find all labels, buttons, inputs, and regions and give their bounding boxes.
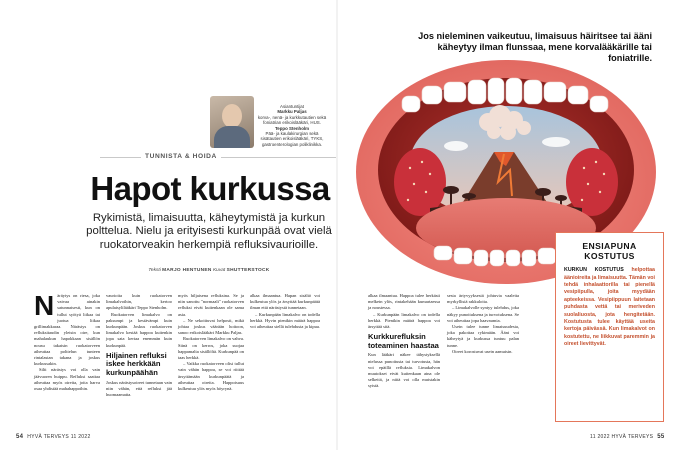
- fact-box-text: [564, 267, 655, 348]
- drop-cap: N: [34, 290, 55, 321]
- folio-text: HYVÄ TERVEYS 11 2022: [27, 434, 91, 440]
- paragraph: sesta ärtyvyyksestä johtuvia vaaleita myrkyllisiä rakkuloita.: [447, 293, 519, 305]
- paragraph: Ruokatorven limakalvo on paksumpi ja kestävämpi kuin kurkunpään. Joskus ruokatorven limakalvo kestää happoa kuitenkin jopa sata kertaa enemmän kuin kurkunpää.: [106, 311, 172, 348]
- paragraph: Kun lääkäri näkee tähystyksellä nielussa punoitusta tai turvotusta, hän voi epäillä refluksia. Limakalvon muutokset eivät kuitenkaan aina ole selkeitä, ja niitä voi olla muistakin syistä.: [368, 352, 440, 389]
- paragraph: – Kurkunpään limakalvo on todella herkkä. Hyvin pienikin määrä happoa voi aiheuttaa siellä tulehdusta ja kipua.: [250, 311, 320, 330]
- byline: [78, 268, 340, 273]
- paragraph: alkaa ilmaantua. Hapan sisältö voi kulkeutua ylös ja ärsyttää kurkunpäätä ilman että närästystä tunnetaan.: [250, 293, 320, 311]
- paragraph: Oireet korostuvat usein aamuisin.: [452, 348, 513, 354]
- expert-box: [256, 104, 328, 147]
- article-lead: Rykimistä, limaisuutta, käheytymistä ja kurkun polttelua. Nielu ja erityisesti kurkunpää ovat vielä ruokatorveakin herkempiä refluksivaurioille.: [86, 212, 332, 251]
- paragraph: – Kurkunpään limakalvo on todella herkkä. Pienikin määrä happoa voi ärsyttää sitä.: [368, 311, 440, 330]
- folio-left: [16, 434, 91, 440]
- fact-box: [555, 232, 664, 422]
- paragraph: Joskus närästysoireet tunnetaan vain niin vähän, että refluksi jää huomaamatta.: [106, 379, 172, 398]
- subheading: Hiljainen refluksi iskee herkkään kurkunpäähän: [106, 350, 167, 378]
- paragraph: Usein tulee tunne limaisuudesta, joka pakottaa rykimään. Ääni voi käheytyä ja kurkussa tuntuu palan tunne.: [447, 324, 519, 348]
- body-column-6: [447, 293, 519, 355]
- body-column-1: [34, 290, 100, 392]
- expert1-name: Markku Paljas: [277, 109, 307, 115]
- byline-photos: SHUTTERSTOCK: [226, 268, 270, 273]
- paragraph: vaurioita kuin ruokatorven limakalvoihin, kertoo apulaisylilääkäri Teppo Stenholm.: [106, 293, 172, 311]
- section-rubric: TUNNISTA & HOIDA: [141, 153, 221, 160]
- folio-right: [590, 434, 665, 440]
- paragraph: alkaa ilmaantua. Happoa tulee herkästi melkein ylös, rintakehään kumartaessa ja noustessa.: [368, 293, 440, 311]
- body-column-3: [178, 293, 244, 392]
- paragraph: – Ne sekoittuvat helposti, mikä johtaa joskus väärään hoitoon, sanoo erikoislääkäri Markku Paljas.: [178, 317, 244, 336]
- paragraph: Ruokatorven limakalvo on vahva. Siinä on kerros, joka suojaa happamalta sisällöltä. Kurkunpää on taas herkkä.: [178, 336, 244, 361]
- paragraph: – Limakalvolle syntyy tulehdus, joka näkyy punoituksena ja turvotuksena. Se voi aiheuttaa jopa haavaumia.: [447, 305, 519, 323]
- expert2-name: Teppo Stenholm: [274, 125, 310, 131]
- article-headline: Hapot kurkussa: [90, 170, 330, 207]
- fact-box-title: ENSIAPUNA KOSTUTUS: [582, 241, 637, 261]
- paragraph: myös hiljaisena refluksina. Se ja niin sanottu "normaali" ruokatorven refluksi eivät kuitenkaan ole sama asia.: [178, 293, 244, 317]
- pull-quote: Jos nieleminen vaikeutuu, limaisuus häiritsee tai ääni käheytyy ilman flunssaa, mene korvalääkärille tai foniatrille.: [418, 31, 652, 63]
- page-number: 54: [16, 434, 24, 440]
- expert1-title: korva-, nenä- ja kurkkutautien sekä foniatrian erikoislääkäri, HUS.: [257, 114, 327, 126]
- paragraph: äräytys on riesa, joka vaivaa ainakin satunnaisesti, kun on tullut syötyä liikaa tai juotua liikaa grillimakkaraa. Närästys on refluksitaudin yleisin oire, kun mahalaukun hapokkaan sisällön nousu takaisin ruokatorveen aiheuttaa polttelun tunteen rintalastan takana ja joskus kurkussakin.: [34, 293, 100, 367]
- subheading: Kurkkurefluksin toteaminen haastaa: [368, 332, 439, 350]
- body-column-2: [106, 293, 172, 398]
- paragraph: Silti närästys voi olla vain jäävuoren huippu. Refluksi saattaa aiheuttaa myös oireita, joita harva osaa yhdistää mahahappoihin.: [34, 367, 100, 392]
- byline-author: MARJO HENTUNEN: [162, 268, 212, 273]
- page-number: 55: [657, 434, 665, 440]
- expert-label: Asiantuntijat: [280, 104, 304, 109]
- paragraph: – Vaikka ruokatorveen olisi tullut vain vähän happoa, se voi riittää ärsyttämään kurkunpäätä ja aiheuttaa oireita. Happoisuus kulkeutuu ylös myös höyrynä.: [178, 361, 244, 392]
- byline-text-label: Teksti: [148, 268, 161, 273]
- expert2-title: Pää- ja kaulakirurgian sekä sisätautien erikoislääkäri, TYKS, gastroenterologian poliklinikka.: [260, 131, 324, 147]
- body-column-4: [250, 293, 320, 330]
- folio-text: 11 2022 HYVÄ TERVEYS: [590, 434, 654, 440]
- fact-box-lead: KURKUN KOSTUTUS: [564, 267, 624, 274]
- fact-box-body: helpottaa äänioireita ja limaisuutta. Tämän voi tehdä inhalaattorilla tai pienellä vesipiipulla, joita myydään apteekeissa. Vesipiippuun laitetaan puhdasta vettä tai meriveden suolaliuosta, jota hengitetään. Kostutusta tulee käyttää useita kertoja päivässä. Kun limakalvot on kostutettu, ne liikkuvat paremmin ja oireet lievittyvät.: [564, 267, 655, 348]
- expert-photo: [210, 96, 254, 148]
- body-column-5: [368, 293, 440, 390]
- byline-photo-label: Kuvat: [212, 268, 226, 273]
